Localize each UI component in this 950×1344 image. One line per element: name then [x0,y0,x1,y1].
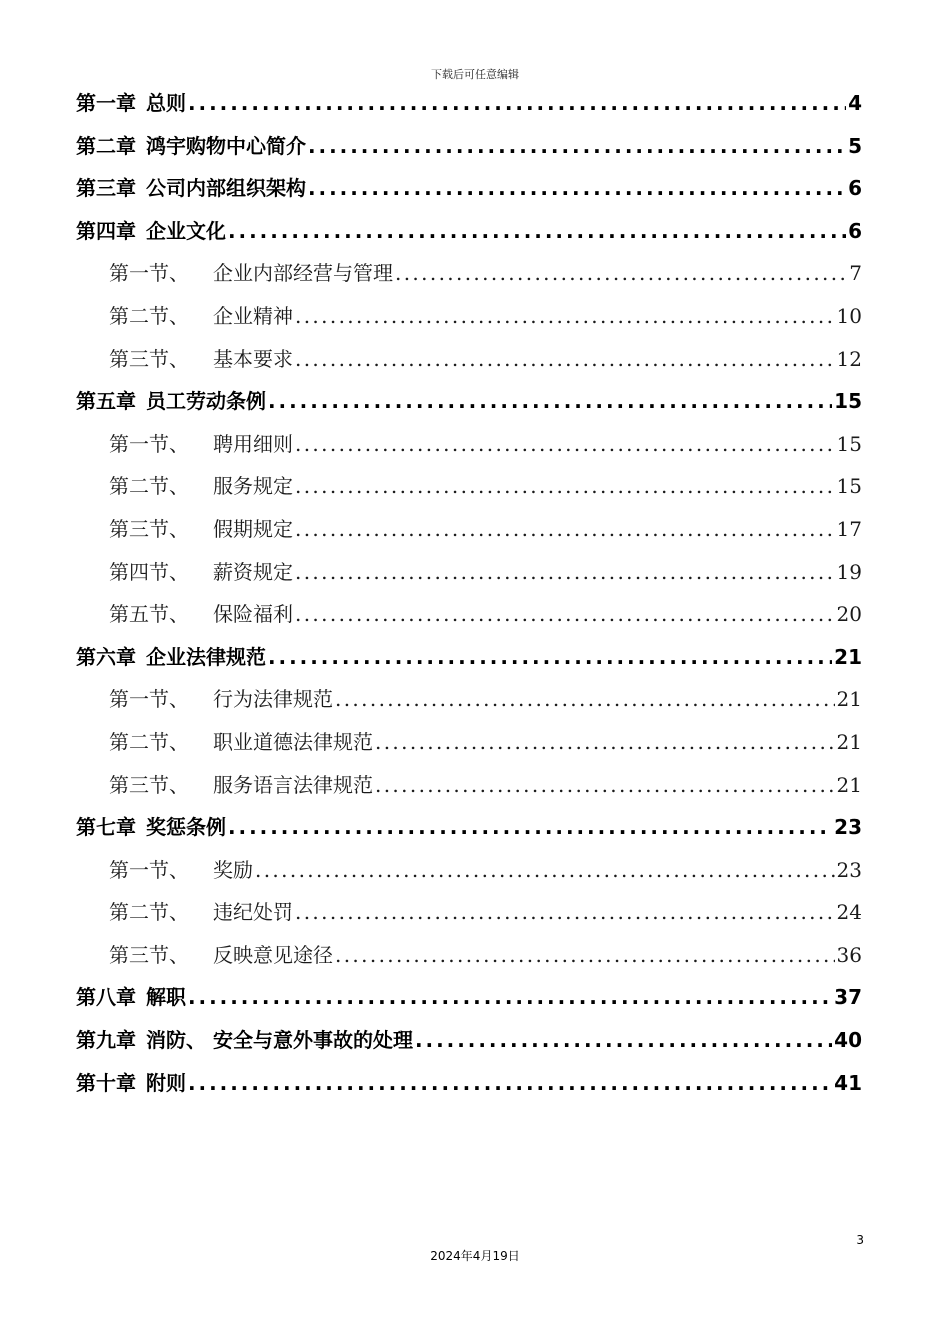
toc-entry-page: 15 [834,389,862,414]
toc-entry-number: 第六章 [76,644,136,669]
toc-dot-leader [188,1062,832,1105]
toc-entry-title: 解职 [146,985,186,1010]
toc-dot-leader [295,465,835,508]
toc-dot-leader [228,210,846,253]
toc-dot-leader [268,636,832,679]
toc-section-entry[interactable] [76,934,862,977]
toc-entry-page: 17 [836,516,862,541]
footer-date: 2024年4月19日 [430,1249,520,1263]
toc-dot-leader [295,423,835,466]
toc-entry-number: 第二节、 [109,900,189,925]
toc-dot-leader [395,252,847,295]
toc-entry-title: 职业道德法律规范 [213,729,373,754]
toc-chapter-entry[interactable] [76,1019,862,1062]
toc-entry-number: 第四章 [76,218,136,243]
toc-section-entry[interactable] [76,551,862,594]
toc-entry-number: 第三节、 [109,772,189,797]
toc-dot-leader [335,678,835,721]
toc-entry-number: 第三章 [76,176,136,201]
toc-entry-title: 服务规定 [213,474,293,499]
toc-dot-leader [308,125,846,168]
toc-entry-page: 40 [834,1028,862,1053]
toc-entry-number: 第一节、 [109,431,189,456]
toc-entry-title: 基本要求 [213,346,293,371]
toc-entry-number: 第二节、 [109,474,189,499]
toc-section-entry[interactable] [76,593,862,636]
toc-dot-leader [295,551,835,594]
toc-section-entry[interactable] [76,508,862,551]
toc-entry-page: 19 [836,559,862,584]
toc-dot-leader [228,806,832,849]
toc-dot-leader [375,764,835,807]
toc-dot-leader [268,380,832,423]
toc-entry-title: 总则 [146,91,186,115]
toc-entry-title: 奖励 [213,857,253,882]
toc-entry-title: 违纪处罚 [213,900,293,925]
toc-entry-page: 15 [836,474,862,499]
toc-dot-leader [295,508,835,551]
toc-entry-page: 6 [848,176,862,201]
toc-entry-number: 第二节、 [109,303,189,328]
toc-entry-page: 6 [848,218,862,243]
toc-entry-page: 41 [834,1070,862,1095]
toc-entry-title: 员工劳动条例 [146,389,266,414]
toc-section-entry[interactable] [76,678,862,721]
toc-entry-number: 第五章 [76,389,136,414]
toc-entry-title: 企业法律规范 [146,644,266,669]
toc-entry-title: 鸿宇购物中心简介 [146,133,306,158]
toc-entry-number: 第一章 [76,91,136,115]
toc-entry-page: 5 [848,133,862,158]
toc-entry-page: 12 [836,346,862,371]
toc-chapter-entry[interactable] [76,125,862,168]
toc-chapter-entry[interactable] [76,210,862,253]
toc-dot-leader [255,849,835,892]
toc-entry-title: 企业内部经营与管理 [213,261,393,286]
toc-section-entry[interactable] [76,338,862,381]
toc-entry-number: 第二章 [76,133,136,158]
table-of-contents [76,82,862,1104]
toc-entry-page: 10 [836,303,862,328]
toc-section-entry[interactable] [76,423,862,466]
toc-dot-leader [295,295,835,338]
toc-chapter-entry[interactable] [76,1062,862,1105]
toc-entry-page: 23 [834,815,862,840]
toc-entry-page: 21 [836,687,862,712]
toc-chapter-entry[interactable] [76,380,862,423]
toc-section-entry[interactable] [76,295,862,338]
toc-section-entry[interactable] [76,252,862,295]
toc-entry-number: 第七章 [76,815,136,840]
toc-entry-number: 第三节、 [109,516,189,541]
toc-entry-number: 第十章 [76,1070,136,1095]
toc-chapter-entry[interactable] [76,82,862,125]
toc-chapter-entry[interactable] [76,167,862,210]
toc-entry-title: 反映意见途径 [213,942,333,967]
toc-entry-page: 4 [848,91,862,115]
toc-entry-number: 第三节、 [109,346,189,371]
toc-entry-number: 第八章 [76,985,136,1010]
toc-entry-number: 第二节、 [109,729,189,754]
toc-entry-title: 保险福利 [213,602,293,627]
toc-entry-title: 服务语言法律规范 [213,772,373,797]
toc-entry-number: 第九章 [76,1028,136,1053]
toc-section-entry[interactable] [76,465,862,508]
toc-entry-number: 第五节、 [109,602,189,627]
page-number: 3 [856,1233,864,1247]
toc-entry-number: 第一节、 [109,687,189,712]
toc-dot-leader [295,593,835,636]
toc-dot-leader [415,1019,832,1062]
toc-dot-leader [295,338,835,381]
toc-section-entry[interactable] [76,764,862,807]
toc-entry-page: 21 [836,729,862,754]
toc-entry-title: 奖惩条例 [146,815,226,840]
toc-chapter-entry[interactable] [76,636,862,679]
toc-entry-page: 21 [834,644,862,669]
toc-entry-title: 聘用细则 [213,431,293,456]
toc-entry-title: 消防、 安全与意外事故的处理 [146,1028,413,1053]
toc-entry-title: 薪资规定 [213,559,293,584]
toc-entry-title: 公司内部组织架构 [146,176,306,201]
toc-entry-page: 20 [836,602,862,627]
toc-entry-page: 7 [849,261,862,286]
toc-chapter-entry[interactable] [76,806,862,849]
toc-entry-page: 15 [836,431,862,456]
toc-section-entry[interactable] [76,849,862,892]
toc-dot-leader [335,934,835,977]
toc-entry-title: 行为法律规范 [213,687,333,712]
toc-entry-page: 36 [836,942,862,967]
toc-entry-page: 24 [836,900,862,925]
page-header: 下载后可任意编辑 [431,68,519,81]
toc-entry-page: 23 [836,857,862,882]
toc-dot-leader [188,976,832,1019]
toc-entry-page: 37 [834,985,862,1010]
toc-entry-number: 第一节、 [109,261,189,286]
toc-entry-number: 第四节、 [109,559,189,584]
toc-entry-page: 21 [836,772,862,797]
toc-entry-title: 企业精神 [213,303,293,328]
toc-entry-number: 第一节、 [109,857,189,882]
toc-chapter-entry[interactable] [76,976,862,1019]
toc-dot-leader [308,167,846,210]
toc-dot-leader [188,82,846,125]
toc-section-entry[interactable] [76,721,862,764]
toc-section-entry[interactable] [76,891,862,934]
toc-dot-leader [295,891,835,934]
toc-entry-number: 第三节、 [109,942,189,967]
toc-entry-title: 附则 [146,1070,186,1095]
toc-entry-title: 企业文化 [146,218,226,243]
toc-entry-title: 假期规定 [213,516,293,541]
toc-dot-leader [375,721,835,764]
